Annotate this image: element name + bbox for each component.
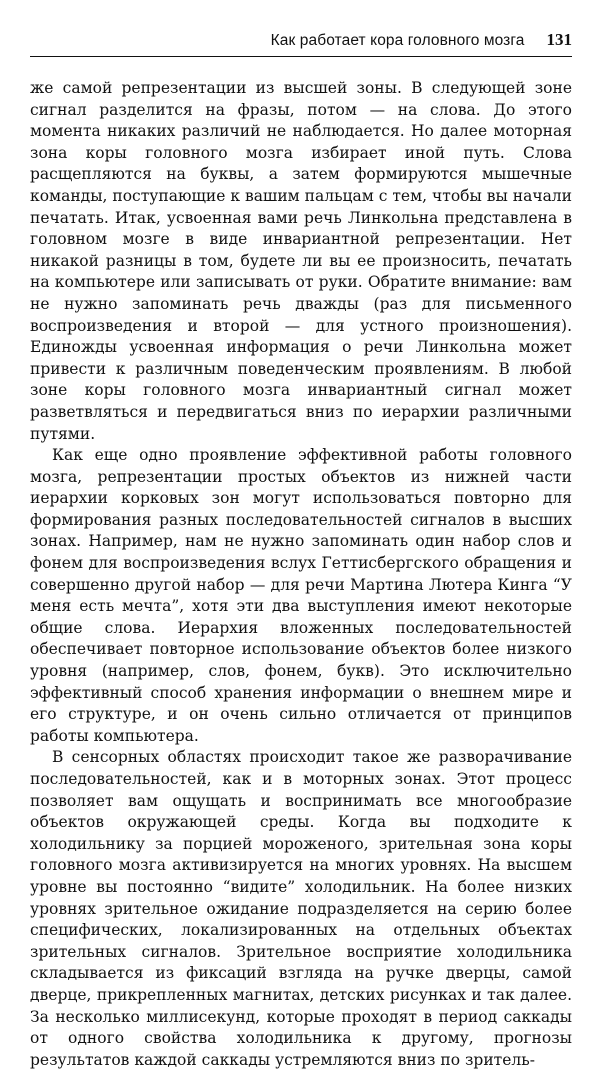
chapter-title: Как работает кора головного мозга <box>270 32 525 49</box>
paragraph-3: В сенсорных областях происходит такое же разворачивание последовательностей, как и в моторных зонах. Этот процесс позволяет вам ощущать и воспринимать все многообразие объектов окружающей среды. Когда вы подходите к холодильнику за порцией мороженого, зрительная зона коры головного мозга активизируется на многих уровнях. На высшем уровне вы постоянно “видите” холодильник. На более низких уровнях зрительное ожидание подразделяется на серию более специфических, локализированных на отдельных объектах зрительных сигналов. Зрительное восприятие холодильника складывается из фиксаций взгляда на ручке дверцы, самой дверце, прикрепленных магнитах, детских рисунках и так далее. За несколько миллисекунд, которые проходят в период саккады от одного свойства холодильника к другому, прогнозы результатов каждой саккады устремляются вниз по зритель- <box>30 748 572 1069</box>
body-text <box>30 78 572 1071</box>
paragraph-2: Как еще одно проявление эффективной работы головного мозга, репрезентации простых объектов из нижней части иерархии корковых зон могут использоваться повторно для формирования разных последовательностей сигналов в высших зонах. Например, нам не нужно запоминать один набор слов и фонем для воспроизведения вслух Геттисбергского обращения и совершенно другой набор — для речи Мартина Лютера Кинга “У меня есть мечта”, хотя эти два выступления имеют некоторые общие слова. Иерархия вложенных последовательностей обеспечивает повторное использование объектов более низкого уровня (например, слов, фонем, букв). Это исключительно эффективный способ хранения информации о внешнем мире и его структуре, и он очень сильно отличается от принципов работы компьютера. <box>30 446 572 745</box>
page-number: 131 <box>546 30 572 49</box>
paragraph-1: же самой репрезентации из высшей зоны. В следующей зоне сигнал разделится на фразы, потом — на слова. До этого момента никаких различий не наблюдается. Но далее моторная зона коры головного мозга избирает иной путь. Слова расщепляются на буквы, а затем формируются мышечные команды, поступающие к вашим пальцам с тем, чтобы вы начали печатать. Итак, усвоенная вами речь Линкольна представлена в головном мозге в виде инвариантной репрезентации. Нет никакой разницы в том, будете ли вы ее произносить, печатать на компьютере или записывать от руки. Обратите внимание: вам не нужно запоминать речь дважды (раз для письменного воспроизведения и второй — для устного произношения). Единожды усвоенная информация о речи Линкольна может привести к различным поведенческим проявлениям. В любой зоне коры головного мозга инвариантный сигнал может разветвляться и передвигаться вниз по иерархии различными путями. <box>30 79 572 443</box>
header-rule <box>30 56 572 57</box>
running-head <box>30 30 572 52</box>
